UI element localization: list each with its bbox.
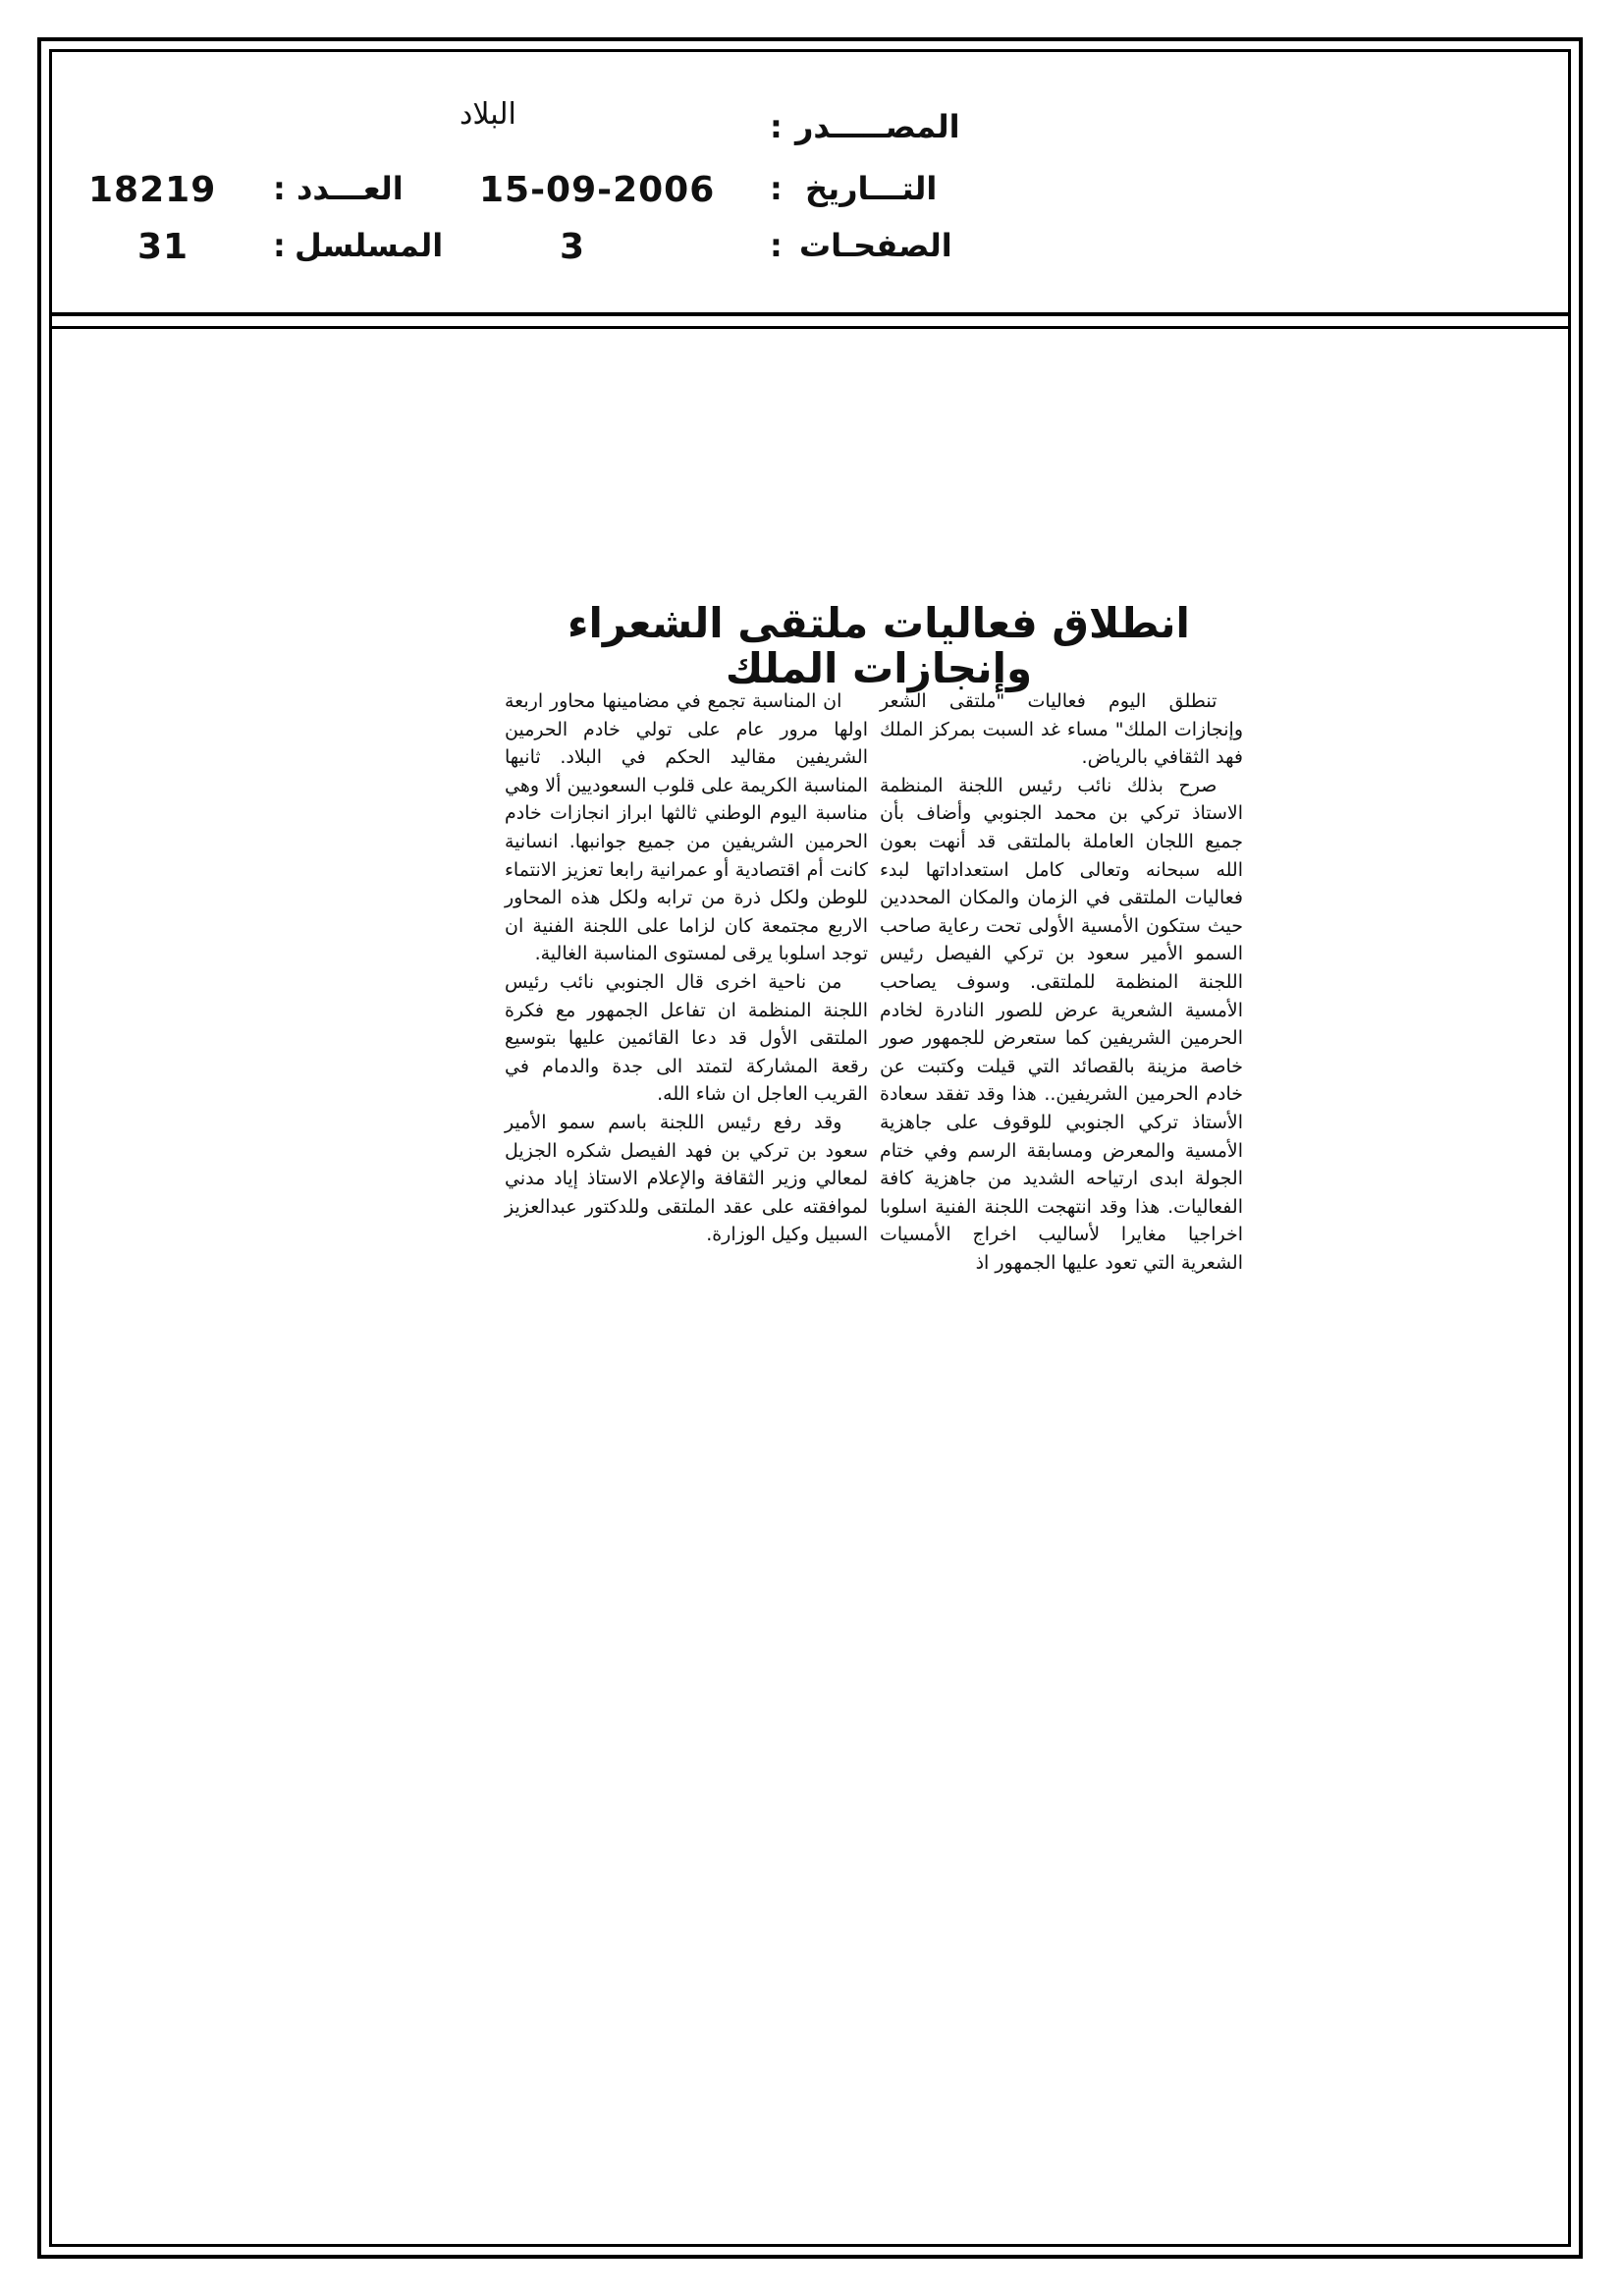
- issue-value: 18219: [88, 170, 217, 210]
- article-paragraph: من ناحية اخرى قال الجنوبي نائب رئيس اللجنة المنظمة ان تفاعل الجمهور مع فكرة الملتقى الأول قد دعا القائمين عليها بتوسيع رقعة المشاركة لتمتد الى جدة والدمام في القريب العاجل ان شاء الله.: [505, 970, 868, 1106]
- pages-label: الصفحـات: [799, 227, 952, 264]
- issue-colon: :: [273, 170, 286, 207]
- article-paragraph: تنطلق اليوم فعاليات "ملتقى الشعر وإنجازات الملك" مساء غد السبت بمركز الملك فهد الثقافي بالرياض.: [880, 690, 1243, 769]
- source-label: المصـــــدر: [795, 108, 960, 145]
- article-column-right: [880, 687, 1243, 1277]
- header-divider-inner: [49, 326, 1571, 329]
- date-value: 15-09-2006: [479, 170, 716, 210]
- article-paragraph: ان المناسبة تجمع في مضامينها محاور اربعة اولها مرور عام على تولي خادم الحرمين الشريفين مقاليد الحكم في البلاد. ثانيها المناسبة الكريمة على قلوب السعوديين ألا وهي مناسبة اليوم الوطني ثالثها ابراز انجازات خادم الحرمين الشريفين من جميع جوانبها. انسانية كانت أم اقتصادية أو عمرانية رابعا تعزيز الانتماء للوطن ولكل ذرة من ترابه ولكل هذه المحاور الاربع مجتمعة كان لزاما على اللجنة الفنية ان توجد اسلوبا يرقى لمستوى المناسبة الغالية.: [505, 690, 868, 965]
- article-column-left: [505, 687, 868, 1249]
- issue-label: العـــدد: [297, 170, 404, 207]
- serial-label: المسلسل: [295, 227, 444, 264]
- header-divider: [49, 312, 1571, 316]
- date-colon: :: [770, 170, 783, 207]
- date-label: التـــاريخ: [805, 170, 938, 207]
- source-colon: :: [770, 108, 783, 145]
- serial-colon: :: [273, 227, 286, 264]
- article-paragraph: وقد رفع رئيس اللجنة باسم سمو الأمير سعود بن تركي بن فهد الفيصل شكره الجزيل لمعالي وزير الثقافة والإعلام الاستاذ إياد مدني لموافقته على عقد الملتقى وللدكتور عبدالعزيز السبيل وكيل الوزارة.: [505, 1111, 868, 1246]
- pages-colon: :: [770, 227, 783, 264]
- article-paragraph: صرح بذلك نائب رئيس اللجنة المنظمة الاستاذ تركي بن محمد الجنوبي وأضاف بأن جميع اللجان العاملة بالملتقى قد أنهت بعون الله سبحانه وتعالى كامل استعداداتها لبدء فعاليات الملتقى في الزمان والمكان المحددين حيث ستكون الأمسية الأولى تحت رعاية صاحب السمو الأمير سعود بن تركي الفيصل رئيس اللجنة المنظمة للملتقى. وسوف يصاحب الأمسية الشعرية عرض للصور النادرة لخادم الحرمين الشريفين كما ستعرض للجمهور صور خاصة مزينة بالقصائد التي قيلت وكتبت عن خادم الحرمين الشريفين.. هذا وقد تفقد سعادة الأستاذ تركي الجنوبي للوقوف على جاهزية الأمسية والمعرض ومسابقة الرسم وفي ختام الجولة ابدى ارتياحه الشديد من جاهزية كافة الفعاليات. هذا وقد انتهجت اللجنة الفنية اسلوبا اخراجيا مغايرا لأساليب اخراج الأمسيات الشعرية التي تعود عليها الجمهور اذ: [880, 774, 1243, 1274]
- pages-value: 3: [560, 227, 586, 267]
- source-value: البلاد: [460, 97, 516, 132]
- article-headline: انطلاق فعاليات ملتقى الشعراء وإنجازات الملك: [568, 599, 1190, 693]
- serial-value: 31: [137, 227, 189, 267]
